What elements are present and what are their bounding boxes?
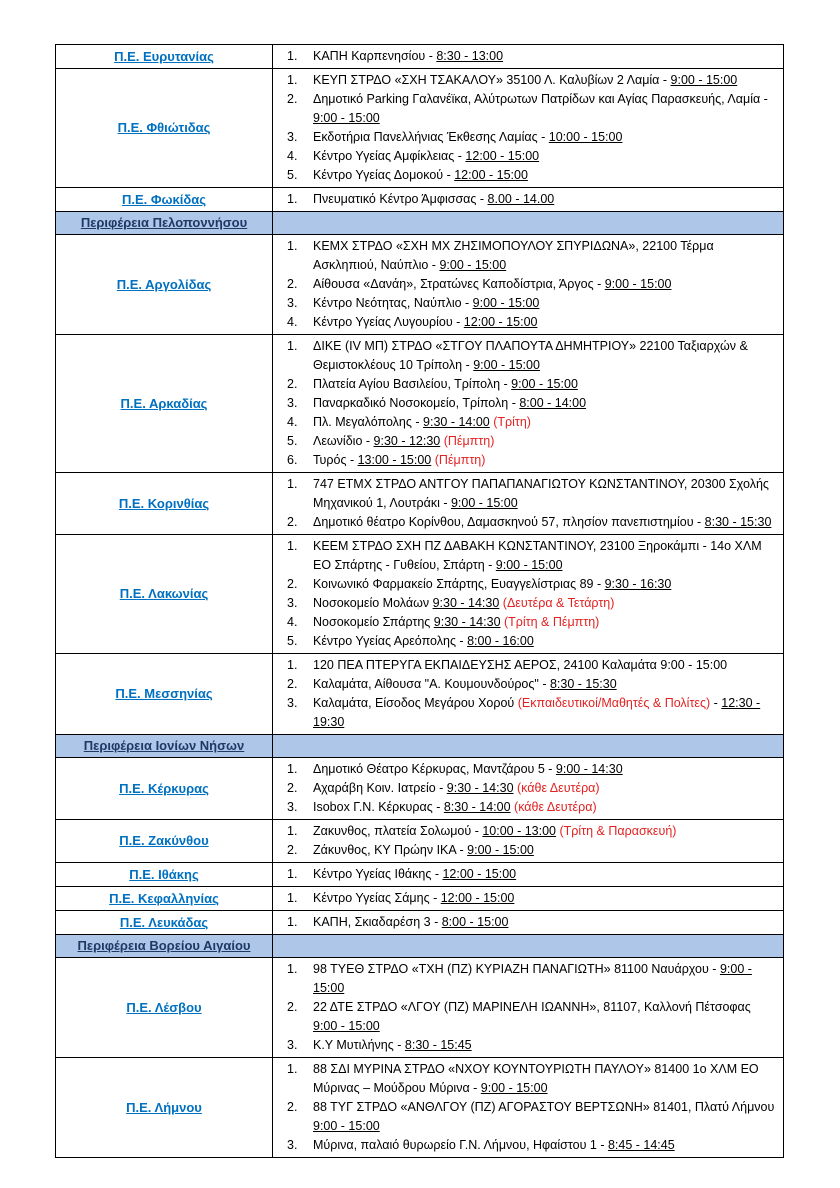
item-number: 3. [287, 596, 298, 610]
item-note: (Τρίτη & Πέμπτη) [504, 615, 600, 629]
item-time: 9:00 - 15:00 [313, 1119, 380, 1133]
locations-cell [273, 820, 784, 863]
item-number: 3. [287, 696, 298, 710]
item-time: 9:00 - 15:00 [313, 1019, 380, 1033]
list-item [273, 779, 777, 798]
list-item [273, 675, 777, 694]
table-row [56, 535, 784, 654]
item-time: 9:30 - 14:30 [432, 596, 500, 610]
item-time: 8:30 - 14:00 [443, 800, 511, 814]
region-label: Π.Ε. Ευρυτανίας [114, 48, 214, 64]
locations-cell [273, 758, 784, 820]
item-text: 747 ΕΤΜΧ ΣΤΡΔΟ ΑΝΤΓΟΥ ΠΑΠΑΠΑΝΑΓΙΩΤΟΥ ΚΩΝΣΤΑΝΤΙΝΟΥ, 20300 Σχολής Μηχανικού 1, Λουτράκι - [313, 477, 769, 510]
locations-cell [273, 887, 784, 911]
item-number: 1. [287, 339, 298, 353]
item-number: 6. [287, 453, 298, 467]
list-item [273, 632, 777, 651]
section-header-cell [56, 212, 273, 235]
list-item [273, 841, 777, 860]
item-time: 9:00 - 15:00 [511, 377, 578, 391]
region-cell [56, 235, 273, 335]
item-time: 12:00 - 15:00 [465, 149, 540, 163]
item-number: 2. [287, 1000, 298, 1014]
item-time: 8:45 - 14:45 [607, 1138, 675, 1152]
table-row [56, 235, 784, 335]
region-cell [56, 758, 273, 820]
item-note: (Πέμπτη) [434, 453, 486, 467]
locations-cell [273, 1058, 784, 1158]
item-text: Αίθουσα «Δανάη», Στρατώνες Καποδίστρια, Άργος - [313, 277, 605, 291]
item-text: ΚΑΠΗ Καρπενησίου - [313, 49, 437, 63]
locations-cell [273, 863, 784, 887]
section-header-row [56, 735, 784, 758]
list-item [273, 451, 777, 470]
item-note: (Τρίτη) [493, 415, 531, 429]
item-time: 12:00 - 15:00 [442, 867, 517, 881]
section-header-label: Περιφέρεια Ιονίων Νήσων [83, 738, 245, 753]
item-number: 2. [287, 1100, 298, 1114]
list-item [273, 394, 777, 413]
locations-cell [273, 535, 784, 654]
item-number: 2. [287, 843, 298, 857]
item-number: 2. [287, 781, 298, 795]
item-number: 1. [287, 239, 298, 253]
item-number: 1. [287, 539, 298, 553]
list-item [273, 822, 777, 841]
item-note: (Πέμπτη) [443, 434, 495, 448]
region-label: Π.Ε. Αρκαδίας [120, 395, 208, 411]
item-text: ΚΕΥΠ ΣΤΡΔΟ «ΣΧΗ ΤΣΑΚΑΛΟΥ» 35100 Λ. Καλυβίων 2 Λαμία - [313, 73, 671, 87]
item-time: 8:00 - 15:00 [441, 915, 509, 929]
item-number: 3. [287, 296, 298, 310]
item-number: 1. [287, 962, 298, 976]
item-time: 9:00 - 15:00 [467, 843, 534, 857]
locations-cell [273, 45, 784, 69]
item-time: 13:00 - 15:00 [357, 453, 432, 467]
item-time: 9:30 - 14:30 [446, 781, 514, 795]
section-header-row [56, 212, 784, 235]
item-text: Μύρινα, παλαιό θυρωρείο Γ.Ν. Λήμνου, Ηφαίστου 1 - [313, 1138, 608, 1152]
list-item [273, 313, 777, 332]
item-text: Τυρός - [313, 453, 358, 467]
region-cell [56, 69, 273, 188]
item-number: 4. [287, 315, 298, 329]
item-text: 22 ΔΤΕ ΣΤΡΔΟ «ΛΓΟΥ (ΠΖ) ΜΑΡΙΝΕΛΗ ΙΩΑΝΝΗ», 81107, Καλλονή Πέτσοφας [313, 1000, 751, 1014]
item-time: 9:30 - 12:30 [373, 434, 441, 448]
region-label: Π.Ε. Κορινθίας [118, 495, 210, 511]
item-number: 4. [287, 415, 298, 429]
region-label: Π.Ε. Ζακύνθου [119, 833, 209, 848]
item-number: 4. [287, 149, 298, 163]
region-label: Π.Ε. Λακωνίας [119, 586, 209, 601]
region-label: Π.Ε. Λευκάδας [119, 914, 209, 930]
item-text: Δημοτικό Parking Γαλανέϊκα, Αλύτρωτων Πατρίδων και Αγίας Παρασκευής, Λαμία - [313, 92, 768, 106]
list-item [273, 1060, 777, 1098]
list-item [273, 913, 777, 932]
item-time: 12:30 - 19:30 [313, 696, 761, 729]
item-text: Κέντρο Νεότητας, Ναύπλιο - [313, 296, 473, 310]
list-item [273, 237, 777, 275]
item-time: 8.00 - 14.00 [487, 192, 555, 206]
item-number: 3. [287, 1038, 298, 1052]
section-header-cell [56, 735, 273, 758]
item-time: 9:00 - 15:00 [313, 111, 380, 125]
item-time: 9:30 - 14:30 [433, 615, 501, 629]
item-text: Κέντρο Υγείας Λυγουρίου - [313, 315, 464, 329]
region-label: Π.Ε. Λέσβου [126, 999, 202, 1015]
list-item [273, 275, 777, 294]
item-text: Κέντρο Υγείας Αμφίκλειας - [313, 149, 466, 163]
item-number: 2. [287, 277, 298, 291]
item-text: Λεωνίδιο - [313, 434, 374, 448]
locations-cell [273, 654, 784, 735]
item-number: 1. [287, 824, 298, 838]
item-time: 9:00 - 15:00 [495, 558, 563, 572]
region-cell [56, 958, 273, 1058]
item-text: Καλαμάτα, Είσοδος Μεγάρου Χορού [313, 696, 518, 710]
item-number: 4. [287, 615, 298, 629]
region-cell [56, 863, 273, 887]
item-number: 3. [287, 396, 298, 410]
item-number: 2. [287, 677, 298, 691]
item-number: 2. [287, 577, 298, 591]
list-item [273, 90, 777, 128]
list-item [273, 656, 777, 675]
item-number: 3. [287, 130, 298, 144]
item-time: 8:30 - 13:00 [436, 49, 504, 63]
region-cell [56, 1058, 273, 1158]
table-row [56, 1058, 784, 1158]
item-text: Νοσοκομείο Μολάων [313, 596, 433, 610]
list-item [273, 960, 777, 998]
item-number: 5. [287, 168, 298, 182]
item-number: 1. [287, 477, 298, 491]
item-time: 9:30 - 16:30 [604, 577, 672, 591]
item-time: 9:00 - 15:00 [604, 277, 672, 291]
section-header-row [56, 935, 784, 958]
table-row [56, 335, 784, 473]
list-item [273, 1136, 777, 1155]
region-label: Π.Ε. Αργολίδας [116, 276, 212, 292]
item-text: Εκδοτήρια Πανελλήνιας Έκθεσης Λαμίας - [313, 130, 549, 144]
list-item [273, 166, 777, 185]
item-text: Κέντρο Υγείας Ιθάκης - [313, 867, 443, 881]
section-header-cell [56, 935, 273, 958]
list-item [273, 594, 777, 613]
item-time: 8:30 - 15:30 [549, 677, 617, 691]
item-number: 2. [287, 92, 298, 106]
item-time: 12:00 - 15:00 [463, 315, 538, 329]
list-item [273, 337, 777, 375]
item-note: (Εκπαιδευτικοί/Μαθητές & Πολίτες) [517, 696, 711, 710]
schedule-table [55, 44, 784, 1158]
item-text: ΔΙΚΕ (IV ΜΠ) ΣΤΡΔΟ «ΣΤΓΟΥ ΠΛΑΠΟΥΤΑ ΔΗΜΗΤΡΙΟΥ» 22100 Ταξιαρχών & Θεμιστοκλέους 10 Τρίπολη - [313, 339, 748, 372]
item-number: 2. [287, 515, 298, 529]
item-text: 98 ΤΥΕΘ ΣΤΡΔΟ «ΤΧΗ (ΠΖ) ΚΥΡΙΑΖΗ ΠΑΝΑΓΙΩΤΗ» 81100 Ναυάρχου - [313, 962, 720, 976]
list-item [273, 1036, 777, 1055]
item-time: 9:00 - 15:00 [480, 1081, 548, 1095]
list-item [273, 865, 777, 884]
item-text: 120 ΠΕΑ ΠΤΕΡΥΓΑ ΕΚΠΑΙΔΕΥΣΗΣ ΑΕΡΟΣ, 24100 Καλαμάτα 9:00 - 15:00 [313, 658, 728, 672]
table-row [56, 863, 784, 887]
table-row [56, 958, 784, 1058]
item-number: 1. [287, 73, 298, 87]
list-item [273, 998, 777, 1036]
table-row [56, 188, 784, 212]
item-time: 8:30 - 15:30 [704, 515, 772, 529]
list-item [273, 760, 777, 779]
region-label: Π.Ε. Κεφαλληνίας [109, 890, 219, 906]
region-cell [56, 45, 273, 69]
item-number: 5. [287, 434, 298, 448]
section-header-spacer [273, 212, 784, 235]
list-item [273, 432, 777, 451]
item-number: 1. [287, 658, 298, 672]
item-number: 1. [287, 49, 298, 63]
list-item [273, 47, 777, 66]
item-text: ΚΑΠΗ, Σκιαδαρέση 3 - [313, 915, 442, 929]
region-cell [56, 654, 273, 735]
item-text: Isobox Γ.Ν. Κέρκυρας - [313, 800, 444, 814]
item-text: 88 ΣΔΙ ΜΥΡΙΝΑ ΣΤΡΔΟ «ΝΧΟΥ ΚΟΥΝΤΟΥΡΙΩΤΗ ΠΑΥΛΟΥ» 81400 1ο ΧΛΜ ΕΟ Μύρινας – Μούδρου Μύρινα - [313, 1062, 759, 1095]
table-row [56, 758, 784, 820]
locations-cell [273, 958, 784, 1058]
table-row [56, 473, 784, 535]
item-text: Πλ. Μεγαλόπολης - [313, 415, 424, 429]
item-time: 12:00 - 15:00 [440, 891, 515, 905]
table-row [56, 820, 784, 863]
item-text: ΚΕΜΧ ΣΤΡΔΟ «ΣΧΗ ΜΧ ΖΗΣΙΜΟΠΟΥΛΟΥ ΣΠΥΡΙΔΩΝΑ», 22100 Τέρμα Ασκληπιού, Ναύπλιο - [313, 239, 714, 272]
list-item [273, 537, 777, 575]
item-text: Ζάκυνθος, ΚΥ Πρώην ΙΚΑ - [313, 843, 468, 857]
item-text: - [710, 696, 722, 710]
item-note: (Τρίτη & Παρασκευή) [559, 824, 677, 838]
list-item [273, 798, 777, 817]
schedule-table-body [56, 45, 784, 1158]
item-time: 8:30 - 15:45 [404, 1038, 472, 1052]
item-text: Δημοτικό Θέατρο Κέρκυρας, Μαντζάρου 5 - [313, 762, 556, 776]
item-time: 9:00 - 15:00 [472, 296, 540, 310]
list-item [273, 413, 777, 432]
locations-cell [273, 911, 784, 935]
section-header-label: Περιφέρεια Βορείου Αιγαίου [77, 938, 251, 953]
region-label: Π.Ε. Φθιώτιδας [117, 120, 211, 135]
section-header-spacer [273, 935, 784, 958]
region-cell [56, 188, 273, 212]
list-item [273, 694, 777, 732]
item-time: 9:00 - 15:00 [670, 73, 738, 87]
table-row [56, 911, 784, 935]
item-number: 3. [287, 1138, 298, 1152]
list-item [273, 575, 777, 594]
item-time: 10:00 - 13:00 [482, 824, 557, 838]
item-text: Δημοτικό θέατρο Κορίνθου, Δαμασκηνού 57, πλησίον πανεπιστημίου - [313, 515, 705, 529]
item-number: 1. [287, 1062, 298, 1076]
item-note: (Δευτέρα & Τετάρτη) [502, 596, 615, 610]
item-number: 1. [287, 891, 298, 905]
item-number: 1. [287, 762, 298, 776]
region-label: Π.Ε. Φωκίδας [121, 191, 207, 207]
list-item [273, 128, 777, 147]
list-item [273, 294, 777, 313]
item-text: 88 ΤΥΓ ΣΤΡΔΟ «ΑΝΘΛΓΟΥ (ΠΖ) ΑΓΟΡΑΣΤΟΥ ΒΕΡΤΣΩΝΗ» 81401, Πλατύ Λήμνου [313, 1100, 775, 1114]
list-item [273, 475, 777, 513]
list-item [273, 375, 777, 394]
locations-cell [273, 69, 784, 188]
item-text: Ζακυνθος, πλατεία Σολωμού - [313, 824, 483, 838]
item-time: 9:00 - 15:00 [473, 358, 540, 372]
region-label: Π.Ε. Κέρκυρας [119, 780, 209, 796]
item-number: 1. [287, 192, 298, 206]
table-row [56, 887, 784, 911]
region-label: Π.Ε. Λήμνου [126, 1099, 202, 1115]
locations-cell [273, 473, 784, 535]
item-text: Κ.Υ Μυτιλήνης - [313, 1038, 405, 1052]
region-label: Π.Ε. Μεσσηνίας [115, 686, 213, 701]
item-text: Πλατεία Αγίου Βασιλείου, Τρίπολη - [313, 377, 512, 391]
item-time: 9:00 - 14:30 [555, 762, 623, 776]
item-text: Κέντρο Υγείας Σάμης - [313, 891, 441, 905]
item-time: 9:00 - 15:00 [450, 496, 518, 510]
item-time: 9:00 - 15:00 [313, 962, 752, 995]
locations-cell [273, 188, 784, 212]
item-time: 10:00 - 15:00 [548, 130, 623, 144]
list-item [273, 613, 777, 632]
item-time: 8:00 - 16:00 [467, 634, 534, 648]
list-item [273, 889, 777, 908]
item-note: (κάθε Δευτέρα) [514, 800, 597, 814]
item-text: Καλαμάτα, Αίθουσα "Α. Κουμουνδούρος" - [313, 677, 550, 691]
item-time: 9:00 - 15:00 [439, 258, 507, 272]
item-text: Νοσοκομείο Σπάρτης [313, 615, 434, 629]
locations-cell [273, 335, 784, 473]
list-item [273, 147, 777, 166]
item-number: 1. [287, 915, 298, 929]
list-item [273, 513, 777, 532]
item-time: 9:30 - 14:00 [423, 415, 490, 429]
locations-cell [273, 235, 784, 335]
item-text: Κέντρο Υγείας Δομοκού - [313, 168, 455, 182]
list-item [273, 190, 777, 209]
item-text: Αχαράβη Κοιν. Ιατρείο - [313, 781, 447, 795]
region-label: Π.Ε. Ιθάκης [129, 866, 199, 882]
section-header-label: Περιφέρεια Πελοποννήσου [80, 215, 248, 230]
item-text: Πνευματικό Κέντρο Άμφισσας - [313, 192, 488, 206]
item-number: 3. [287, 800, 298, 814]
item-time: 12:00 - 15:00 [454, 168, 528, 182]
region-cell [56, 473, 273, 535]
item-number: 1. [287, 867, 298, 881]
region-cell [56, 911, 273, 935]
region-cell [56, 535, 273, 654]
item-text: Κοινωνικό Φαρμακείο Σπάρτης, Ευαγγελίστριας 89 - [313, 577, 605, 591]
region-cell [56, 820, 273, 863]
table-row [56, 69, 784, 188]
item-text: Παναρκαδικό Νοσοκομείο, Τρίπολη - [313, 396, 520, 410]
table-row [56, 654, 784, 735]
item-number: 2. [287, 377, 298, 391]
item-time: 8:00 - 14:00 [519, 396, 587, 410]
table-row [56, 45, 784, 69]
item-text: ΚΕΕΜ ΣΤΡΔΟ ΣΧΗ ΠΖ ΔΑΒΑΚΗ ΚΩΝΣΤΑΝΤΙΝΟΥ, 23100 Ξηροκάμπι - 14ο ΧΛΜ ΕΟ Σπάρτης - Γυθείου, Σπάρτη - [313, 539, 762, 572]
section-header-spacer [273, 735, 784, 758]
list-item [273, 1098, 777, 1136]
list-item [273, 71, 777, 90]
region-cell [56, 887, 273, 911]
item-note: (κάθε Δευτέρα) [517, 781, 600, 795]
region-cell [56, 335, 273, 473]
item-text: Κέντρο Υγείας Αρεόπολης - [313, 634, 468, 648]
item-number: 5. [287, 634, 298, 648]
